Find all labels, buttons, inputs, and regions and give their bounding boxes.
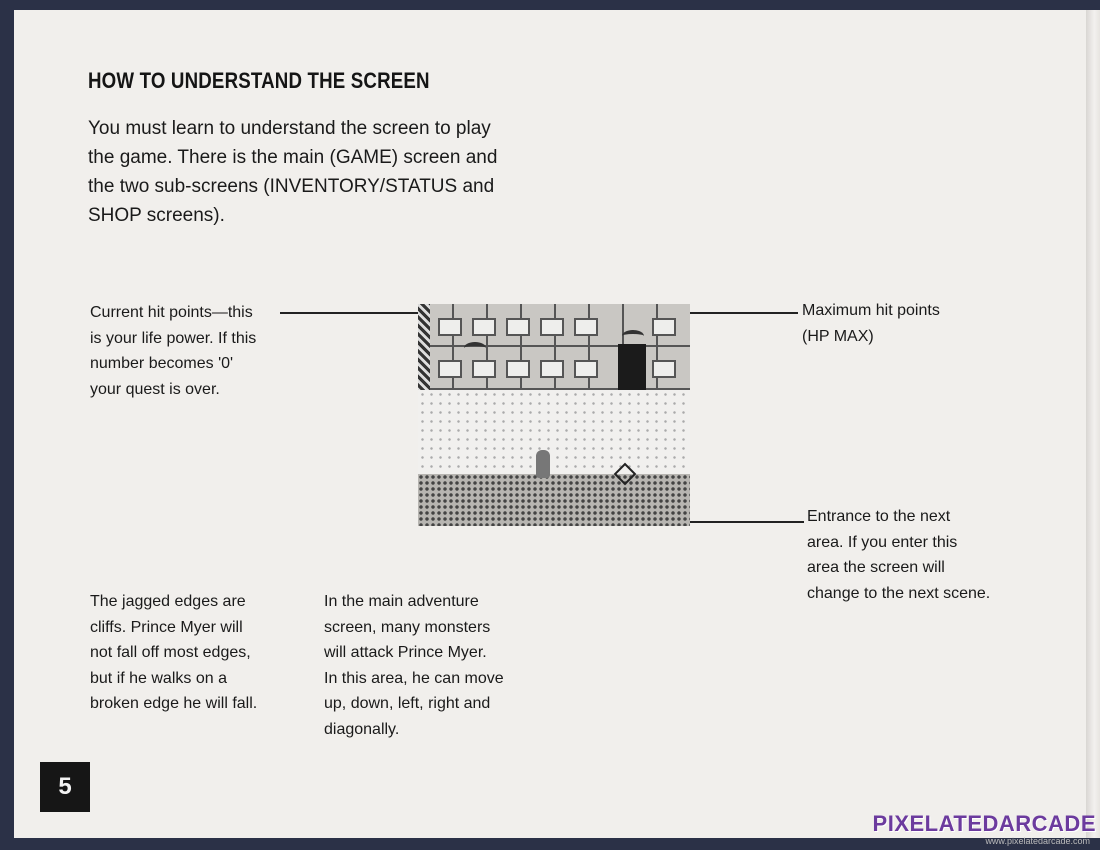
callout-max-hp: Maximum hit points (HP MAX) bbox=[802, 302, 940, 345]
wall-tile bbox=[652, 318, 676, 336]
callout-cliffs: The jagged edges are cliffs. Prince Myer will not fall off most edges, but if he walks on a broken edge he will fall. bbox=[90, 593, 258, 712]
watermark-brand: PIXELATEDARCADE bbox=[872, 811, 1096, 836]
prince-myer-sprite bbox=[536, 450, 550, 478]
wall-tile bbox=[652, 360, 676, 378]
callout-main-screen: In the main adventure screen, many monsters will attack Prince Myer. In this area, he can move up, down, left, right and diagonally. bbox=[324, 593, 504, 738]
callout-current-hp: Current hit points—this is your life power. If this number becomes '0' your quest is over. bbox=[90, 304, 257, 398]
page-title: HOW TO UNDERSTAND THE SCREEN bbox=[88, 68, 430, 93]
leader-line-current-hp bbox=[280, 312, 440, 314]
broken-ground bbox=[418, 474, 690, 526]
wall-tile bbox=[506, 318, 530, 336]
wall-tile bbox=[472, 318, 496, 336]
wall-tile bbox=[540, 318, 564, 336]
watermark-url: www.pixelatedarcade.com bbox=[985, 836, 1090, 846]
wall-tile bbox=[574, 360, 598, 378]
wall-tile bbox=[540, 360, 564, 378]
wall-tile bbox=[472, 360, 496, 378]
callout-entrance: Entrance to the next area. If you enter this area the screen will change to the next scene. bbox=[807, 508, 991, 602]
page-edge-shadow bbox=[1086, 10, 1100, 838]
wall-tile bbox=[506, 360, 530, 378]
game-screenshot bbox=[418, 304, 690, 526]
bat-monster-icon bbox=[464, 342, 486, 354]
page-number: 5 bbox=[40, 762, 90, 812]
next-area-entrance bbox=[618, 344, 646, 390]
wall-tile bbox=[574, 318, 598, 336]
cliff-edge bbox=[418, 304, 430, 404]
wall-tile bbox=[438, 318, 462, 336]
manual-page bbox=[14, 10, 1086, 838]
bat-monster-icon bbox=[622, 330, 644, 342]
wall-tile bbox=[438, 360, 462, 378]
intro-paragraph: You must learn to understand the screen to play the game. There is the main (GAME) screen and the two sub-screens (INVENTORY/STATUS and SHOP screens). bbox=[88, 118, 498, 226]
